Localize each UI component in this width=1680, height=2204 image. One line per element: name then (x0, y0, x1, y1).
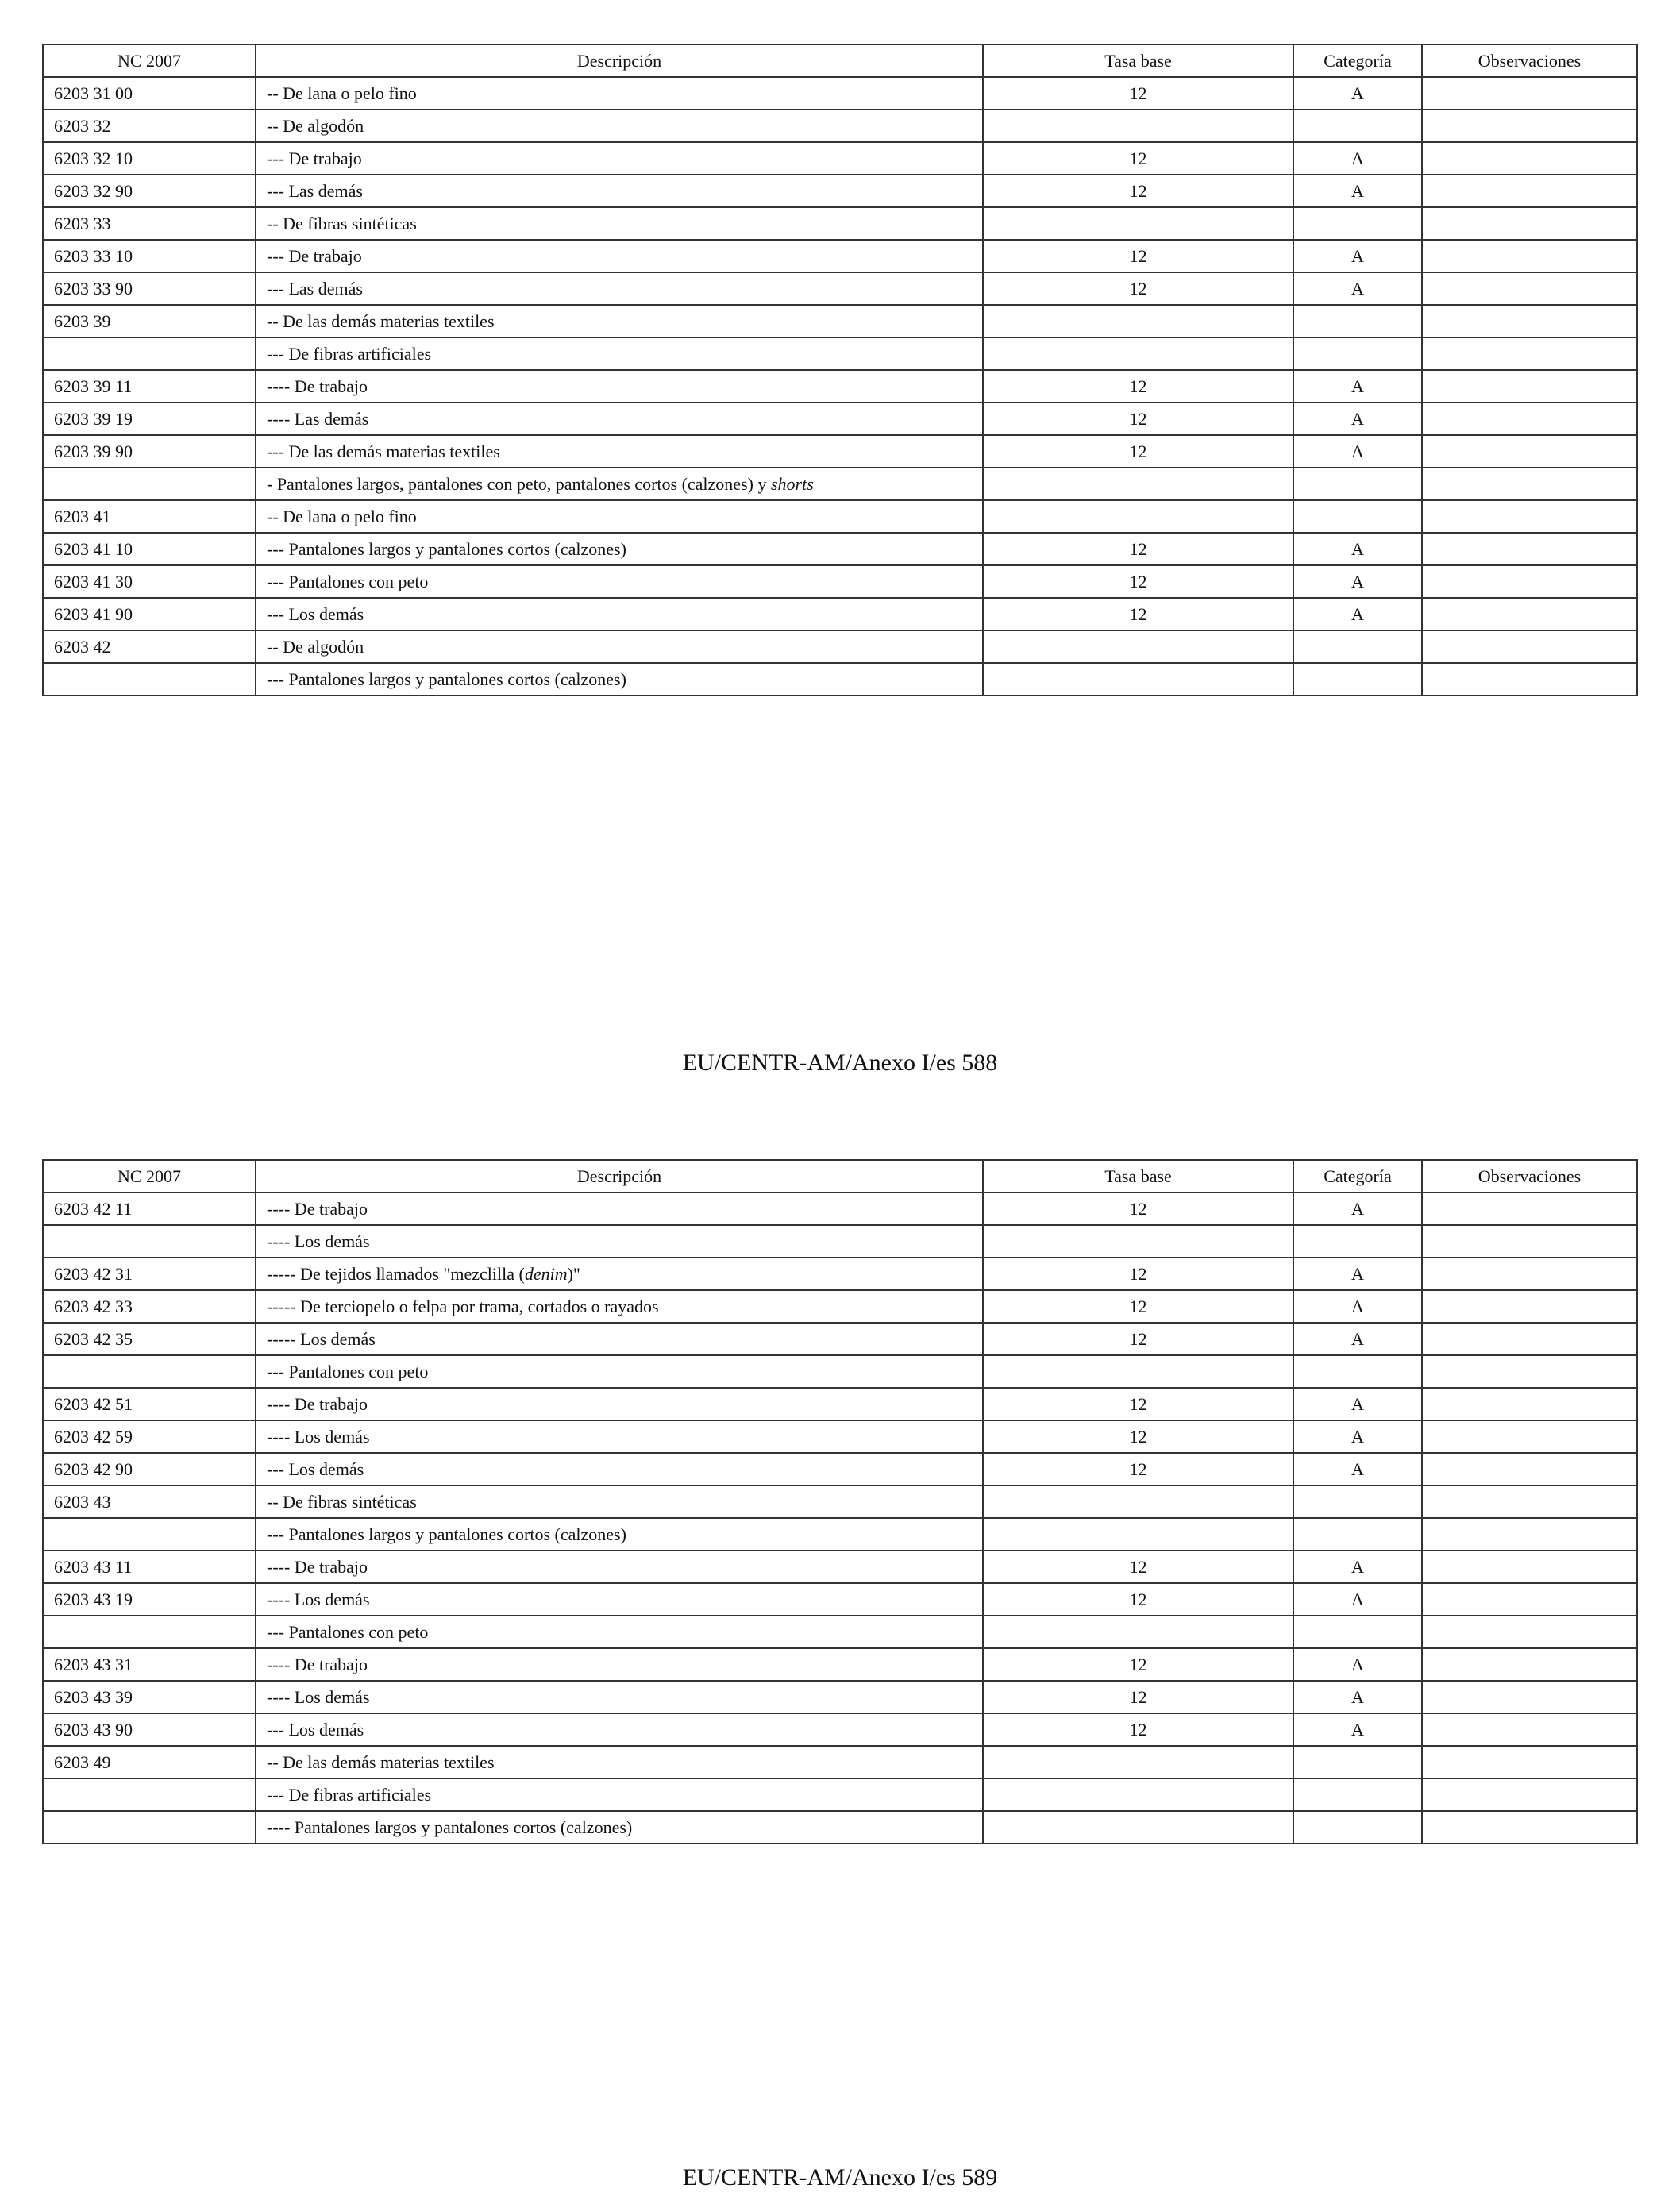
nc-code-cell: 6203 31 00 (43, 77, 256, 110)
observations-cell (1422, 663, 1637, 695)
nc-code-cell: 6203 42 59 (43, 1420, 256, 1453)
description-cell (256, 142, 983, 175)
observations-cell (1422, 110, 1637, 142)
category-cell: A (1293, 1290, 1422, 1323)
base-rate-cell: 12 (983, 565, 1293, 598)
description-text: --- De trabajo (267, 245, 362, 266)
category-cell: A (1293, 1551, 1422, 1583)
category-cell: A (1293, 272, 1422, 305)
base-rate-cell: 12 (983, 1551, 1293, 1583)
description-cell (256, 370, 983, 403)
nc-code-cell: 6203 49 (43, 1746, 256, 1778)
observations-cell (1422, 598, 1637, 630)
description-text: -- De lana o pelo fino (267, 506, 417, 526)
header-observations: Observaciones (1422, 44, 1637, 77)
category-cell (1293, 1485, 1422, 1518)
category-cell (1293, 1518, 1422, 1551)
description-cell (256, 468, 983, 500)
category-cell (1293, 305, 1422, 337)
description-cell (256, 1225, 983, 1258)
base-rate-cell: 12 (983, 370, 1293, 403)
base-rate-cell (983, 630, 1293, 663)
observations-cell (1422, 630, 1637, 663)
description-text: -- De algodón (267, 636, 364, 657)
description-text: --- Pantalones largos y pantalones cortos (calzones) (267, 538, 626, 559)
observations-cell (1422, 403, 1637, 435)
table-row (43, 1485, 1637, 1518)
observations-cell (1422, 1746, 1637, 1778)
description-cell (256, 1355, 983, 1388)
description-cell (256, 663, 983, 695)
table-row (43, 142, 1637, 175)
observations-cell (1422, 1453, 1637, 1485)
observations-cell (1422, 1290, 1637, 1323)
nc-code-cell: 6203 41 30 (43, 565, 256, 598)
table-row (43, 403, 1637, 435)
description-cell (256, 1746, 983, 1778)
header-description: Descripción (256, 1160, 983, 1193)
header-observations: Observaciones (1422, 1160, 1637, 1193)
category-cell: A (1293, 598, 1422, 630)
nc-code-cell: 6203 42 31 (43, 1258, 256, 1290)
base-rate-cell: 12 (983, 240, 1293, 272)
tariff-table-page-589 (42, 1159, 1638, 1844)
observations-cell (1422, 1518, 1637, 1551)
table-row (43, 468, 1637, 500)
table-body (43, 1193, 1637, 1844)
category-cell: A (1293, 240, 1422, 272)
description-cell (256, 500, 983, 533)
table-body (43, 77, 1637, 695)
description-cell (256, 1616, 983, 1648)
table-row (43, 1583, 1637, 1616)
description-text: ----- De tejidos llamados "mezclilla ( (267, 1263, 525, 1284)
base-rate-cell: 12 (983, 1681, 1293, 1713)
header-category: Categoría (1293, 44, 1422, 77)
table-row (43, 1648, 1637, 1681)
description-text: -- De las demás materias textiles (267, 1751, 495, 1772)
description-text: --- De fibras artificiales (267, 343, 432, 364)
description-cell (256, 533, 983, 565)
observations-cell (1422, 1193, 1637, 1225)
description-cell (256, 175, 983, 207)
nc-code-cell: 6203 39 (43, 305, 256, 337)
table-row (43, 1713, 1637, 1746)
description-cell (256, 337, 983, 370)
category-cell (1293, 468, 1422, 500)
nc-code-cell: 6203 43 31 (43, 1648, 256, 1681)
nc-code-cell: 6203 39 19 (43, 403, 256, 435)
table-row (43, 1420, 1637, 1453)
description-cell (256, 1485, 983, 1518)
category-cell: A (1293, 1583, 1422, 1616)
description-cell (256, 1681, 983, 1713)
description-cell (256, 1778, 983, 1811)
description-cell (256, 435, 983, 468)
description-cell (256, 1518, 983, 1551)
table-row (43, 1453, 1637, 1485)
nc-code-cell: 6203 32 90 (43, 175, 256, 207)
observations-cell (1422, 1616, 1637, 1648)
description-text: --- Los demás (267, 1458, 364, 1479)
description-cell (256, 630, 983, 663)
description-text: --- Pantalones con peto (267, 571, 429, 591)
category-cell: A (1293, 1713, 1422, 1746)
table-row (43, 1258, 1637, 1290)
base-rate-cell: 12 (983, 1193, 1293, 1225)
description-cell (256, 1420, 983, 1453)
description-italic-text: denim (524, 1263, 568, 1284)
table-row (43, 1778, 1637, 1811)
table-row (43, 1746, 1637, 1778)
base-rate-cell: 12 (983, 1323, 1293, 1355)
observations-cell (1422, 565, 1637, 598)
category-cell (1293, 630, 1422, 663)
description-text: ---- Los demás (267, 1589, 370, 1609)
description-cell (256, 110, 983, 142)
description-text: - Pantalones largos, pantalones con peto, pantalones cortos (calzones) y (267, 473, 771, 494)
table-row (43, 272, 1637, 305)
table-row (43, 598, 1637, 630)
description-text: -- De fibras sintéticas (267, 213, 417, 233)
observations-cell (1422, 435, 1637, 468)
base-rate-cell: 12 (983, 1290, 1293, 1323)
nc-code-cell: 6203 43 90 (43, 1713, 256, 1746)
category-cell: A (1293, 1193, 1422, 1225)
nc-code-cell: 6203 39 90 (43, 435, 256, 468)
category-cell: A (1293, 1323, 1422, 1355)
description-text: ---- De trabajo (267, 1654, 368, 1674)
description-text: ---- De trabajo (267, 1198, 368, 1219)
description-text: ---- Pantalones largos y pantalones cortos (calzones) (267, 1817, 633, 1837)
category-cell: A (1293, 1648, 1422, 1681)
nc-code-cell: 6203 32 (43, 110, 256, 142)
description-cell (256, 1713, 983, 1746)
description-cell (256, 1258, 983, 1290)
category-cell (1293, 1778, 1422, 1811)
base-rate-cell (983, 1355, 1293, 1388)
category-cell: A (1293, 77, 1422, 110)
base-rate-cell: 12 (983, 1648, 1293, 1681)
observations-cell (1422, 500, 1637, 533)
observations-cell (1422, 175, 1637, 207)
table-row (43, 500, 1637, 533)
base-rate-cell: 12 (983, 435, 1293, 468)
nc-code-cell: 6203 43 11 (43, 1551, 256, 1583)
nc-code-cell: 6203 42 (43, 630, 256, 663)
nc-code-cell (43, 1811, 256, 1844)
base-rate-cell (983, 110, 1293, 142)
base-rate-cell: 12 (983, 533, 1293, 565)
category-cell: A (1293, 1681, 1422, 1713)
nc-code-cell: 6203 41 (43, 500, 256, 533)
base-rate-cell: 12 (983, 1583, 1293, 1616)
description-cell (256, 1648, 983, 1681)
observations-cell (1422, 305, 1637, 337)
observations-cell (1422, 1323, 1637, 1355)
nc-code-cell: 6203 43 19 (43, 1583, 256, 1616)
nc-code-cell (43, 1778, 256, 1811)
nc-code-cell: 6203 33 10 (43, 240, 256, 272)
page-footer-589: EU/CENTR-AM/Anexo I/es 589 (682, 2164, 998, 2191)
base-rate-cell: 12 (983, 1453, 1293, 1485)
base-rate-cell (983, 663, 1293, 695)
table-row (43, 1551, 1637, 1583)
category-cell (1293, 500, 1422, 533)
description-text: -- De lana o pelo fino (267, 83, 417, 103)
description-text: ---- De trabajo (267, 1393, 368, 1414)
nc-code-cell (43, 1616, 256, 1648)
tariff-table-page-588 (42, 44, 1638, 696)
base-rate-cell (983, 207, 1293, 240)
table-row (43, 1323, 1637, 1355)
nc-code-cell (43, 468, 256, 500)
table-header-row (43, 44, 1637, 77)
category-cell: A (1293, 565, 1422, 598)
base-rate-cell (983, 500, 1293, 533)
category-cell: A (1293, 533, 1422, 565)
observations-cell (1422, 1648, 1637, 1681)
nc-code-cell: 6203 41 10 (43, 533, 256, 565)
description-cell (256, 207, 983, 240)
description-cell (256, 1551, 983, 1583)
observations-cell (1422, 533, 1637, 565)
nc-code-cell: 6203 39 11 (43, 370, 256, 403)
description-cell (256, 403, 983, 435)
base-rate-cell (983, 1616, 1293, 1648)
base-rate-cell (983, 1225, 1293, 1258)
description-text: --- Pantalones largos y pantalones cortos (calzones) (267, 1524, 626, 1544)
category-cell: A (1293, 1388, 1422, 1420)
table-row (43, 337, 1637, 370)
nc-code-cell (43, 337, 256, 370)
base-rate-cell: 12 (983, 598, 1293, 630)
observations-cell (1422, 1551, 1637, 1583)
description-text: ---- Los demás (267, 1686, 370, 1707)
observations-cell (1422, 1811, 1637, 1844)
nc-code-cell: 6203 42 35 (43, 1323, 256, 1355)
description-text: -- De fibras sintéticas (267, 1491, 417, 1512)
nc-code-cell: 6203 42 90 (43, 1453, 256, 1485)
observations-cell (1422, 77, 1637, 110)
observations-cell (1422, 370, 1637, 403)
nc-code-cell (43, 1355, 256, 1388)
observations-cell (1422, 142, 1637, 175)
description-cell (256, 77, 983, 110)
nc-code-cell: 6203 43 (43, 1485, 256, 1518)
description-text: --- Los demás (267, 1719, 364, 1740)
description-text: ---- Las demás (267, 408, 369, 429)
table-row (43, 1811, 1637, 1844)
base-rate-cell (983, 1778, 1293, 1811)
base-rate-cell (983, 1811, 1293, 1844)
table-row (43, 565, 1637, 598)
nc-code-cell: 6203 42 51 (43, 1388, 256, 1420)
category-cell: A (1293, 142, 1422, 175)
page-footer-588: EU/CENTR-AM/Anexo I/es 588 (682, 1050, 998, 1076)
description-cell (256, 1453, 983, 1485)
header-base-rate: Tasa base (983, 1160, 1293, 1193)
header-category: Categoría (1293, 1160, 1422, 1193)
category-cell (1293, 1811, 1422, 1844)
description-text: ---- De trabajo (267, 1556, 368, 1577)
category-cell: A (1293, 403, 1422, 435)
category-cell: A (1293, 1420, 1422, 1453)
table-row (43, 110, 1637, 142)
observations-cell (1422, 337, 1637, 370)
description-cell (256, 565, 983, 598)
category-cell: A (1293, 175, 1422, 207)
base-rate-cell: 12 (983, 77, 1293, 110)
description-text: --- Las demás (267, 180, 363, 201)
observations-cell (1422, 1681, 1637, 1713)
observations-cell (1422, 1420, 1637, 1453)
table-row (43, 1616, 1637, 1648)
description-cell (256, 1193, 983, 1225)
table-row (43, 207, 1637, 240)
observations-cell (1422, 207, 1637, 240)
description-italic-text: shorts (770, 473, 814, 494)
observations-cell (1422, 1713, 1637, 1746)
table-row (43, 1681, 1637, 1713)
description-cell (256, 1811, 983, 1844)
base-rate-cell (983, 468, 1293, 500)
category-cell (1293, 337, 1422, 370)
category-cell (1293, 110, 1422, 142)
base-rate-cell (983, 305, 1293, 337)
description-cell (256, 598, 983, 630)
nc-code-cell: 6203 42 11 (43, 1193, 256, 1225)
base-rate-cell: 12 (983, 142, 1293, 175)
base-rate-cell: 12 (983, 1388, 1293, 1420)
table-row (43, 1225, 1637, 1258)
description-cell (256, 240, 983, 272)
observations-cell (1422, 1583, 1637, 1616)
nc-code-cell (43, 1518, 256, 1551)
nc-code-cell (43, 1225, 256, 1258)
table-row (43, 175, 1637, 207)
category-cell: A (1293, 435, 1422, 468)
base-rate-cell (983, 1518, 1293, 1551)
description-cell (256, 305, 983, 337)
description-text: ---- Los demás (267, 1231, 370, 1251)
observations-cell (1422, 1258, 1637, 1290)
description-text: ----- De terciopelo o felpa por trama, cortados o rayados (267, 1296, 659, 1316)
category-cell: A (1293, 1453, 1422, 1485)
description-cell (256, 272, 983, 305)
table-row (43, 1290, 1637, 1323)
description-text: ---- Los demás (267, 1426, 370, 1447)
description-text: --- De trabajo (267, 148, 362, 168)
category-cell (1293, 1616, 1422, 1648)
nc-code-cell: 6203 33 90 (43, 272, 256, 305)
table-row (43, 1193, 1637, 1225)
nc-code-cell: 6203 41 90 (43, 598, 256, 630)
description-trailing-text: )" (567, 1263, 580, 1284)
category-cell (1293, 663, 1422, 695)
base-rate-cell (983, 1746, 1293, 1778)
base-rate-cell (983, 1485, 1293, 1518)
nc-code-cell: 6203 43 39 (43, 1681, 256, 1713)
base-rate-cell: 12 (983, 1713, 1293, 1746)
table-row (43, 435, 1637, 468)
base-rate-cell: 12 (983, 175, 1293, 207)
description-text: --- Los demás (267, 603, 364, 624)
description-text: --- De las demás materias textiles (267, 441, 500, 461)
description-cell (256, 1583, 983, 1616)
header-nc: NC 2007 (43, 1160, 256, 1193)
description-text: --- Pantalones largos y pantalones cortos (calzones) (267, 669, 626, 689)
description-text: ----- Los demás (267, 1328, 376, 1349)
nc-code-cell: 6203 32 10 (43, 142, 256, 175)
table-header-row (43, 1160, 1637, 1193)
observations-cell (1422, 1778, 1637, 1811)
table-row (43, 370, 1637, 403)
description-text: --- Pantalones con peto (267, 1361, 429, 1381)
header-description: Descripción (256, 44, 983, 77)
nc-code-cell (43, 663, 256, 695)
category-cell (1293, 1225, 1422, 1258)
observations-cell (1422, 1485, 1637, 1518)
nc-code-cell: 6203 33 (43, 207, 256, 240)
category-cell: A (1293, 1258, 1422, 1290)
table-row (43, 1355, 1637, 1388)
table-row (43, 1388, 1637, 1420)
table-row (43, 533, 1637, 565)
header-nc: NC 2007 (43, 44, 256, 77)
base-rate-cell: 12 (983, 1420, 1293, 1453)
nc-code-cell: 6203 42 33 (43, 1290, 256, 1323)
observations-cell (1422, 1355, 1637, 1388)
description-text: --- Pantalones con peto (267, 1621, 429, 1642)
description-text: --- De fibras artificiales (267, 1784, 432, 1805)
description-text: --- Las demás (267, 278, 363, 299)
base-rate-cell: 12 (983, 272, 1293, 305)
category-cell (1293, 207, 1422, 240)
table-row (43, 240, 1637, 272)
table-row (43, 77, 1637, 110)
observations-cell (1422, 1225, 1637, 1258)
category-cell (1293, 1355, 1422, 1388)
description-text: -- De algodón (267, 115, 364, 136)
table-row (43, 1518, 1637, 1551)
observations-cell (1422, 272, 1637, 305)
observations-cell (1422, 468, 1637, 500)
observations-cell (1422, 240, 1637, 272)
base-rate-cell: 12 (983, 403, 1293, 435)
description-cell (256, 1388, 983, 1420)
base-rate-cell (983, 337, 1293, 370)
category-cell: A (1293, 370, 1422, 403)
header-base-rate: Tasa base (983, 44, 1293, 77)
base-rate-cell: 12 (983, 1258, 1293, 1290)
description-text: -- De las demás materias textiles (267, 310, 495, 331)
table-row (43, 305, 1637, 337)
observations-cell (1422, 1388, 1637, 1420)
table-row (43, 630, 1637, 663)
category-cell (1293, 1746, 1422, 1778)
description-text: ---- De trabajo (267, 376, 368, 396)
table-row (43, 663, 1637, 695)
description-cell (256, 1323, 983, 1355)
description-cell (256, 1290, 983, 1323)
